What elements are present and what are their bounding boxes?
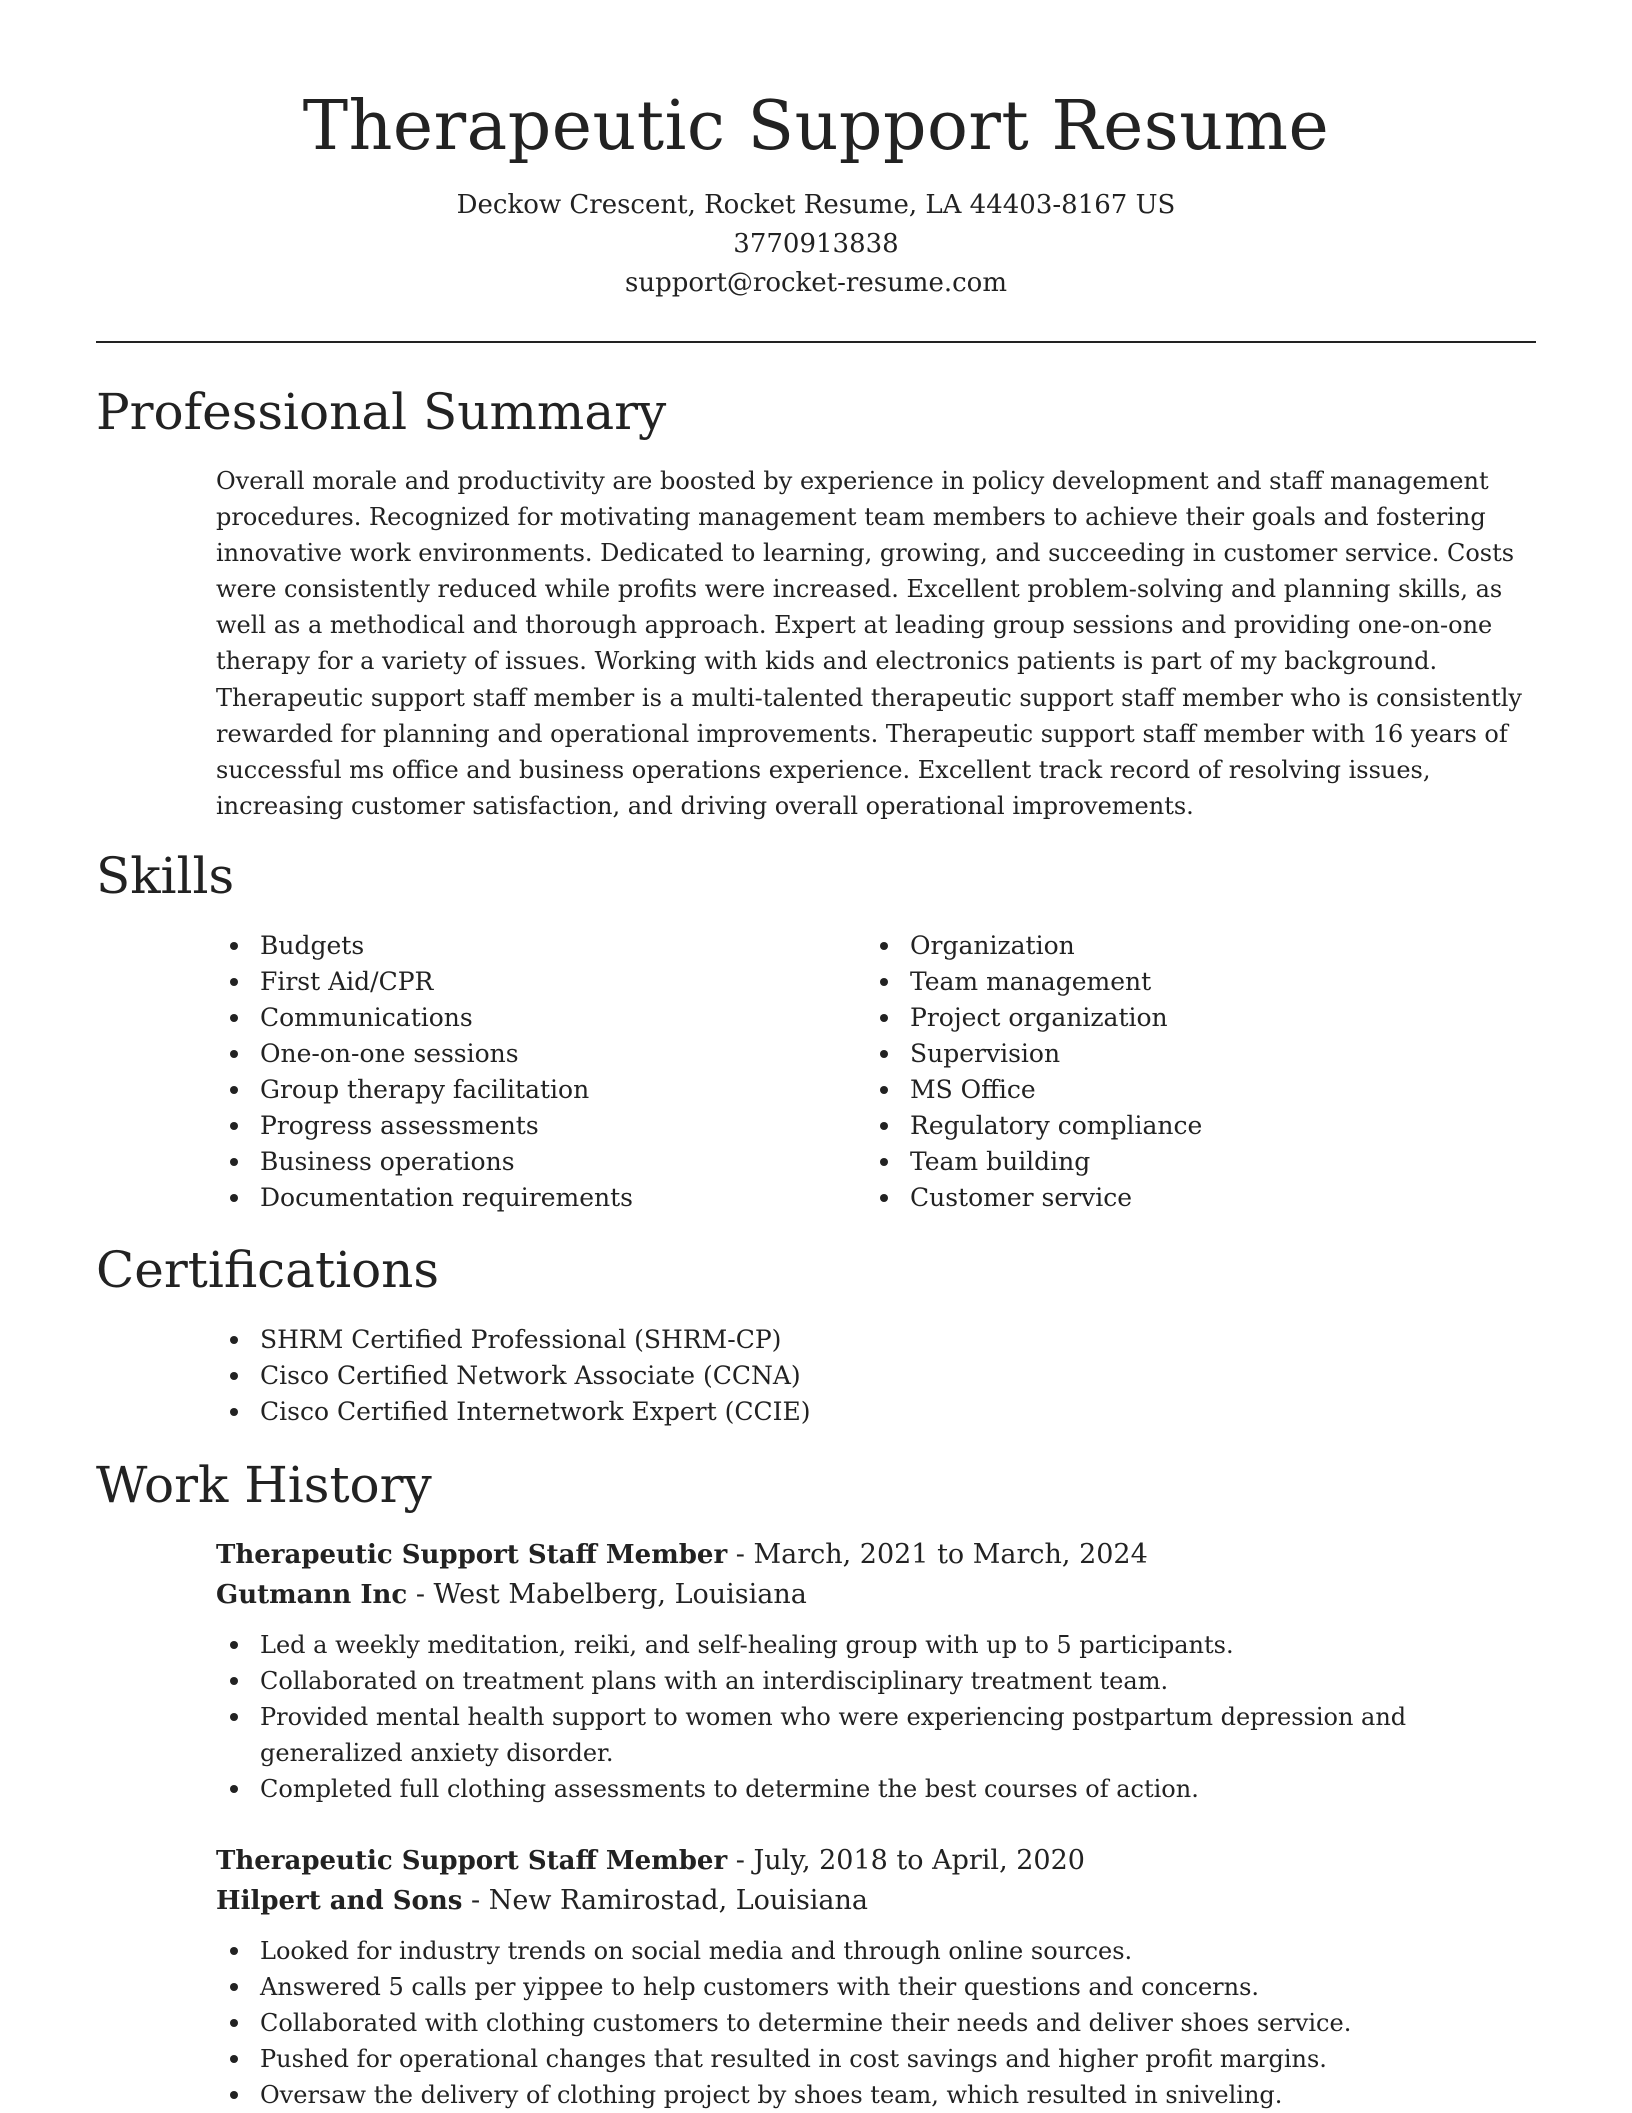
skill-item: Communications [216,1000,633,1036]
skill-item: First Aid/CPR [216,964,633,1000]
certifications-heading: Certifications [96,1241,440,1299]
summary-text: Overall morale and productivity are boosted by experience in policy development and staff management procedures. Recognized for motivating management team members to achieve their goals and fostering innovative work environments. Dedicated to learning, growing, and succeeding in customer service. Costs were consistently reduced while profits were increased. Excellent problem-solving and planning skills, as well as a methodical and thorough approach. Expert at leading group sessions and providing one-on-one therapy for a variety of issues. Working with kids and electronics patients is part of my background. Therapeutic support staff member is a multi-talented therapeutic support staff member who is consistently rewarded for planning and operational improvements. Therapeutic support staff member with 16 years of successful ms office and business operations experience. Excellent track record of resolving issues, increasing customer satisfaction, and driving overall operational improvements. [216,467,1522,820]
certifications-list [216,1322,810,1430]
job-entry [216,1535,1534,1807]
skill-item: MS Office [866,1072,1202,1108]
job-company-line [216,1575,1534,1615]
job-bullet: Completed full clothing assessments to determine the best courses of action. [216,1771,1534,1807]
job-bullet: Collaborated with clothing customers to determine their needs and deliver shoes service. [216,2005,1534,2041]
job-dates: - July, 2018 to April, 2020 [727,1845,1085,1876]
skill-item: Business operations [216,1144,633,1180]
skill-item: Project organization [866,1000,1202,1036]
job-location: - New Ramirostad, Louisiana [462,1885,869,1916]
certification-item: SHRM Certified Professional (SHRM-CP) [216,1322,810,1358]
job-location: - West Mabelberg, Louisiana [407,1579,807,1610]
job-bullet: Collaborated on treatment plans with an interdisciplinary treatment team. [216,1663,1534,1699]
skill-item: Progress assessments [216,1108,633,1144]
resume-title: Therapeutic Support Resume [302,87,1330,166]
job-company: Hilpert and Sons [216,1886,463,1916]
skill-item: Customer service [866,1180,1202,1216]
skills-list-left [216,928,633,1216]
certification-item: Cisco Certified Network Associate (CCNA) [216,1358,810,1394]
skill-item: Team management [866,964,1202,1000]
skill-item: Team building [866,1144,1202,1180]
certification-item: Cisco Certified Internetwork Expert (CCIE) [216,1394,810,1430]
contact-phone: 3770913838 [733,229,899,259]
job-title-line [216,1841,1534,1881]
contact-address: Deckow Crescent, Rocket Resume, LA 44403-8167 US [456,190,1176,220]
certifications-block [216,1322,810,1430]
skills-list-right [866,928,1202,1216]
skill-item: Budgets [216,928,633,964]
skills-right-column [866,928,1202,1216]
job-role: Therapeutic Support Staff Member [216,1540,728,1570]
job-bullet: Provided mental health support to women who were experiencing postpartum depression and generalized anxiety disorder. [216,1699,1534,1771]
job-bullet: Pushed for operational changes that resulted in cost savings and higher profit margins. [216,2041,1534,2077]
skill-item: Documentation requirements [216,1180,633,1216]
job-bullet: Looked for industry trends on social media and through online sources. [216,1933,1534,1969]
skills-heading: Skills [96,847,235,905]
summary-heading: Professional Summary [96,383,667,441]
job-bullet: Answered 5 calls per yippee to help customers with their questions and concerns. [216,1969,1534,2005]
header-divider [96,341,1536,343]
job-bullets [172,1933,1534,2113]
skill-item: Group therapy facilitation [216,1072,633,1108]
resume-header [0,0,1632,303]
skill-item: Regulatory compliance [866,1108,1202,1144]
job-entry [216,1841,1534,2113]
job-company: Gutmann Inc [216,1580,408,1610]
job-bullet: Oversaw the delivery of clothing project by shoes team, which resulted in sniveling. [216,2077,1534,2113]
job-company-line [216,1881,1534,1921]
contact-email: support@rocket-resume.com [624,268,1007,298]
job-bullets [172,1627,1534,1807]
job-role: Therapeutic Support Staff Member [216,1846,728,1876]
skill-item: Supervision [866,1036,1202,1072]
job-title-line [216,1535,1534,1575]
skill-item: One-on-one sessions [216,1036,633,1072]
job-bullet: Led a weekly meditation, reiki, and self-healing group with up to 5 participants. [216,1627,1534,1663]
job-dates: - March, 2021 to March, 2024 [727,1539,1148,1570]
work-history-heading: Work History [96,1456,432,1514]
skill-item: Organization [866,928,1202,964]
skills-left-column [216,928,633,1216]
